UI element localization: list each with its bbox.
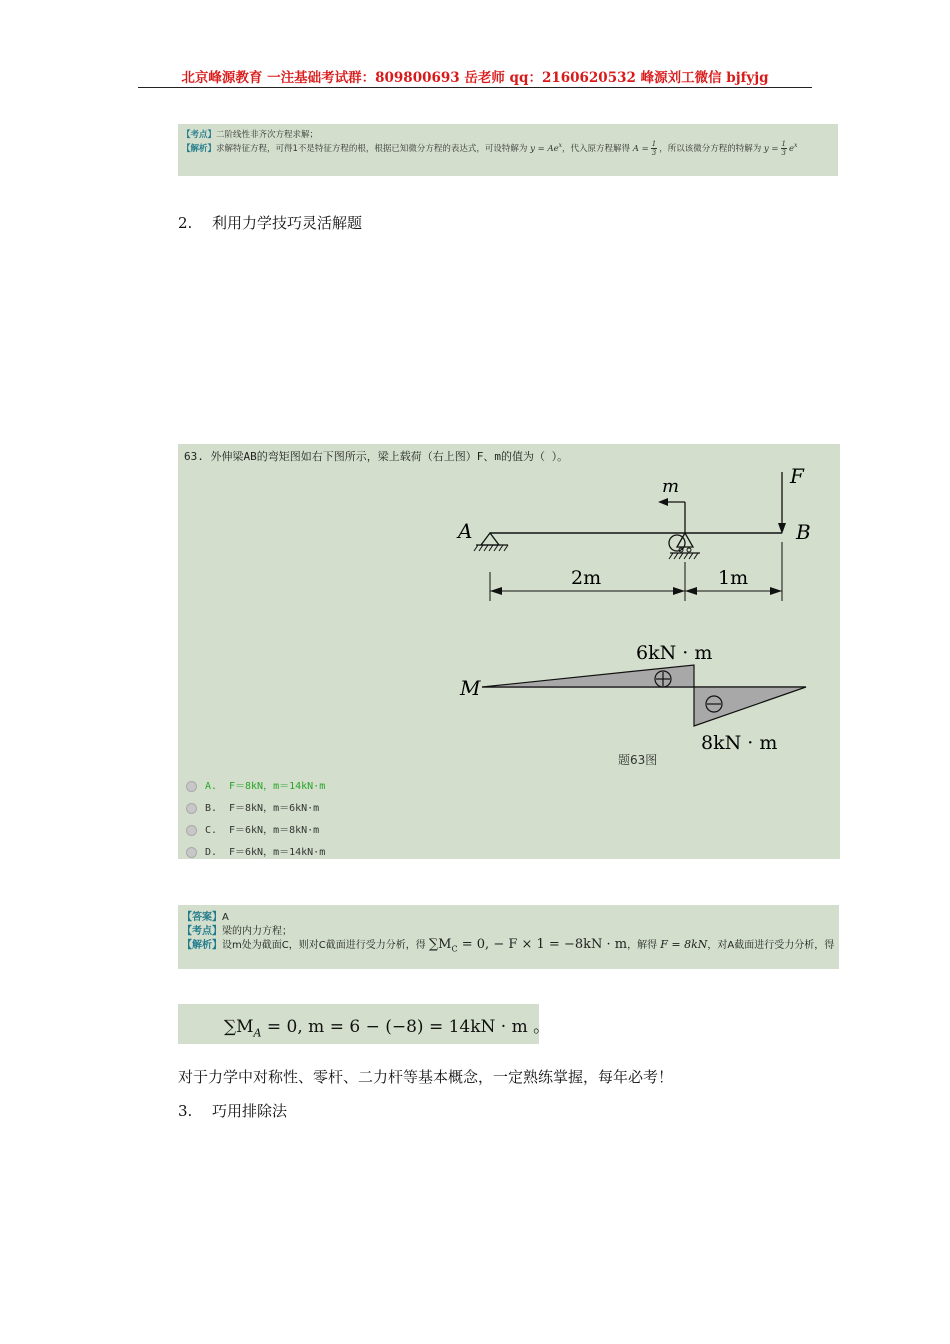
answer-kaodian-tag: 【考点】 xyxy=(182,926,222,937)
kaodian-text: 二阶线性非齐次方程求解； xyxy=(216,130,319,140)
particular-form: $y = Ae^x$ xyxy=(530,142,563,154)
option-label: D. xyxy=(205,847,218,858)
force-f-arrow xyxy=(778,472,786,534)
answer-eq1: $\sum M_C = 0$, − F × 1 = −8kN · m xyxy=(428,937,628,954)
jiexi-tag: 【解析】 xyxy=(182,144,217,154)
summary-paragraph: 对于力学中对称性、零杆、二力杆等基本概念，一定熟练掌握，每年必考！ xyxy=(178,1068,674,1086)
label-a: A xyxy=(458,519,473,543)
option-c[interactable] xyxy=(186,821,319,836)
option-label: A. xyxy=(205,781,218,792)
answer-kaodian-line xyxy=(182,922,292,937)
jiexi-mid: ，代入原方程解得 xyxy=(562,144,631,154)
answer-line xyxy=(182,908,229,923)
formula-eq: $\sum M_A = 0$, m = 6 − (−8) = 14kN · m 。 xyxy=(224,1017,551,1040)
option-a[interactable] xyxy=(186,777,325,792)
figure-caption: 题63图 xyxy=(618,753,658,767)
option-b[interactable] xyxy=(186,799,319,814)
pos-moment-value: 6kN · m xyxy=(636,642,713,664)
jiexi-line xyxy=(182,140,797,157)
header-rule xyxy=(138,87,812,88)
answer-end: ，对A截面进行受力分析，得 xyxy=(707,940,835,951)
option-text: F＝8kN，m＝14kN·m xyxy=(229,781,326,792)
question-text: 63. 外伸梁AB的弯矩图如右下图所示，梁上载荷（右上图）F、m的值为（ ）。 xyxy=(184,450,569,463)
answer-kaodian-text: 梁的内力方程； xyxy=(222,926,292,937)
analysis-snippet-1 xyxy=(178,124,838,176)
radio-icon[interactable] xyxy=(186,847,197,858)
section-3-heading: 3. 巧用排除法 xyxy=(178,1102,288,1120)
answer-mid: ，解得 xyxy=(627,940,658,951)
moment-m-arrow xyxy=(658,498,685,533)
jiexi-text: 求解特征方程，可得1不是特征方程的根，根据已知微分方程的表达式，可设特解为 xyxy=(216,144,528,154)
answer-panel xyxy=(178,905,839,969)
kaodian-tag: 【考点】 xyxy=(182,130,217,140)
support-c xyxy=(669,533,700,559)
answer-jiexi-line xyxy=(182,936,834,954)
label-moment-m: M xyxy=(460,676,481,700)
option-text: F＝6kN，m＝8kN·m xyxy=(229,825,320,836)
label-b: B xyxy=(796,520,811,544)
kaodian-line xyxy=(182,128,318,140)
option-label: C. xyxy=(205,825,218,836)
label-f: F xyxy=(790,464,804,488)
answer-jiexi-tag: 【解析】 xyxy=(182,940,222,951)
daan-value: A xyxy=(222,912,229,923)
jiexi-end: ，所以该微分方程的特解为 xyxy=(659,144,762,154)
dim-1m: 1m xyxy=(718,567,749,589)
answer-eq2: F = 8kN xyxy=(660,938,708,951)
daan-tag: 【答案】 xyxy=(182,912,222,923)
section-2-heading: 2. 利用力学技巧灵活解题 xyxy=(178,214,363,232)
option-d[interactable] xyxy=(186,843,325,858)
neg-moment-value: 8kN · m xyxy=(701,732,778,754)
formula-panel xyxy=(178,1004,551,1044)
question-63-panel xyxy=(178,444,840,859)
option-text: F＝8kN，m＝6kN·m xyxy=(229,803,320,814)
label-m: m xyxy=(662,476,680,497)
dim-2m: 2m xyxy=(571,567,602,589)
answer-jiexi-text: 设m处为截面C，则对C截面进行受力分析，得 xyxy=(222,940,426,951)
radio-icon[interactable] xyxy=(186,825,197,836)
option-label: B. xyxy=(205,803,218,814)
radio-icon[interactable] xyxy=(186,781,197,792)
beam-figure xyxy=(178,444,840,774)
support-a xyxy=(474,533,508,551)
radio-icon[interactable] xyxy=(186,803,197,814)
moment-diagram xyxy=(482,665,806,726)
particular-solution: y = $\frac{1}{3}$ $e^x$ xyxy=(763,140,798,157)
option-text: F＝6kN，m＝14kN·m xyxy=(229,847,326,858)
page-header: 北京峰源教育 一注基础考试群：809800693 岳老师 qq：2160620532 峰源刘工微信 bjfyjg xyxy=(181,70,769,86)
A-value: A = $\frac{1}{3}$ xyxy=(632,140,657,157)
